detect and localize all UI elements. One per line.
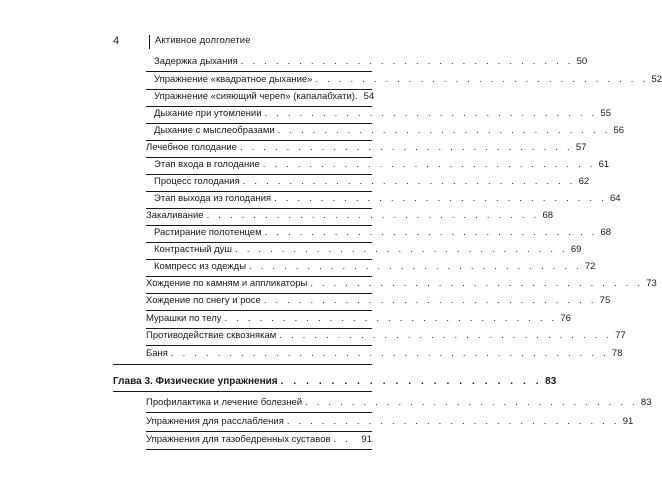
- dot-leader: . . . . . . . . . . . . . . . . . . . . . . . . . . . . .: [264, 108, 598, 119]
- dot-leader: . . . . . . . . . . . . . . . . . . . . . . . . . . . . .: [206, 210, 540, 221]
- toc-entry-page: 55: [600, 108, 611, 119]
- toc-entry-page: 77: [615, 330, 626, 341]
- toc-entry-page: 91: [361, 434, 372, 445]
- entry-divider: [146, 71, 372, 72]
- dot-leader: . . . . . . . . . . . . . . . . . . . . . . . . . . . . .: [305, 397, 638, 408]
- toc-chapter-entry[interactable]: [113, 375, 557, 389]
- dot-leader: . . . . . . . . . . . . . . . . . . . . . . . . . . . . .: [310, 278, 644, 289]
- toc-entry-label: Профилактика и лечение болезней: [146, 397, 303, 408]
- toc-entry-page: 57: [575, 142, 587, 153]
- toc-entry-label: Растирание полотенцем: [154, 227, 262, 238]
- toc-entry[interactable]: [154, 260, 596, 274]
- toc-entry[interactable]: [146, 347, 623, 361]
- toc-entry-label: Закаливание: [146, 210, 204, 221]
- toc-entry-page: 83: [545, 376, 557, 387]
- toc-entry-page: 91: [622, 416, 634, 427]
- toc-entry-label: Мурашки по телу: [146, 313, 222, 324]
- dot-leader: . . . . . . . . . . . . . . . . . . . . . . . . . . . . .: [264, 227, 598, 238]
- toc-entry-page: 83: [640, 397, 652, 408]
- toc-entry-page: 50: [576, 56, 588, 67]
- running-title: Активное долголетие: [155, 35, 251, 46]
- toc-entry-page: 69: [570, 244, 582, 255]
- toc-entry-label: Противодействие сквознякам: [146, 330, 277, 341]
- toc-entry-page: 64: [609, 193, 621, 204]
- dot-leader: . . . . . . . . . . . . . . . . . . . . . . . . . . . . .: [286, 416, 620, 427]
- toc-entry[interactable]: [154, 55, 588, 69]
- dot-leader: . . . . . . . . . . . . . . . . . . . . . . . . . . . . .: [279, 330, 613, 341]
- toc-entry[interactable]: [154, 73, 662, 87]
- toc-entry-label: Упражнение «сияющий череп» (капалабхати).: [154, 91, 358, 102]
- toc-entry-label: Дыхание с мыслеобразами: [154, 125, 275, 136]
- dot-leader: . . . . . . . . . . . . . . . . . . . . . . . . . . . . .: [277, 125, 611, 136]
- toc-entry-page: 54: [363, 91, 375, 102]
- toc-entry-page: 75: [599, 295, 611, 306]
- dot-leader: . . . . . . . . . . . . . . . . . . . . . . . . . . . . .: [262, 159, 596, 170]
- toc-entry-label: Упражнения для расслабления: [146, 416, 284, 427]
- dot-leader: . . . . . . . . . . . . . . . . . . . . . . . . . . . . .: [242, 176, 576, 187]
- dot-leader: . . . . . . . . . . . . . . . . . . . . . . . . . . . . .: [274, 193, 607, 204]
- entry-divider: [146, 310, 372, 311]
- dot-leader: . . . . . . . . . . . . . . . . . . . . . . . . . . . . .: [263, 295, 597, 306]
- toc-entry-label: Этап выхода из голодания: [154, 193, 272, 204]
- toc-entry[interactable]: [146, 396, 652, 410]
- toc-entry-page: 76: [560, 313, 571, 324]
- toc-entry-label: Контрастный душ: [154, 244, 233, 255]
- toc-entry-page: 68: [600, 227, 612, 238]
- toc-entry-label: Хождение по камням и аппликаторы: [146, 278, 308, 289]
- toc-entry[interactable]: [154, 175, 590, 189]
- toc-entry-label: Дыхание при утомлении: [154, 108, 262, 119]
- toc-entry[interactable]: [154, 90, 375, 104]
- toc-entry-page: 61: [598, 159, 610, 170]
- toc-entry-label: Процесс голодания: [154, 176, 240, 187]
- dot-leader: . . . . . . . . . . . . . . . . . . . . . . . . . . . . .: [315, 74, 649, 85]
- toc-entry-label: Упражнения для тазобедренных суставов: [146, 434, 331, 445]
- toc-entry[interactable]: [154, 124, 625, 138]
- toc-entry-label: Глава 3. Физические упражнения: [113, 376, 278, 387]
- toc-entry[interactable]: [146, 209, 554, 223]
- dot-leader: . . . . . . . . . . . . . . . . . . . . . . . . . . . . .: [249, 261, 582, 272]
- toc-entry[interactable]: [146, 312, 571, 326]
- toc-entry[interactable]: [154, 226, 612, 240]
- toc-entry-page: 72: [584, 261, 596, 272]
- dot-leader: . . . . . . . . . . . . . . . . . . . . . . . . . . . . .: [224, 313, 558, 324]
- entry-divider: [146, 431, 372, 432]
- toc-entry[interactable]: [154, 243, 582, 257]
- dot-leader: . . . . . . . . . . . . . . . . . . . . . . . . . . . . .: [235, 244, 568, 255]
- entry-divider: [146, 449, 372, 450]
- toc-entry[interactable]: [154, 107, 611, 121]
- page-number: 4: [113, 35, 120, 47]
- toc-entry-label: Лечебное голодание: [146, 142, 237, 153]
- toc-entry-page: 78: [611, 348, 623, 359]
- dot-leader: . . . . . . . . . . . . . . . . . . . . . . . . . . . . . . . . . . . . . .: [170, 348, 609, 359]
- toc-entry-label: Компресс из одежды: [154, 261, 247, 272]
- dot-leader: . . . . . . . . . . . . . . . . . . . . . . . . . . . . .: [240, 56, 574, 67]
- toc-entry-page: 73: [646, 278, 657, 289]
- toc-entry[interactable]: [146, 329, 626, 343]
- toc-entry-page: 68: [542, 210, 554, 221]
- toc-entry-page: 62: [578, 176, 590, 187]
- toc-entry[interactable]: [146, 141, 587, 155]
- toc-entry[interactable]: [146, 415, 634, 429]
- toc-entry[interactable]: [154, 158, 610, 172]
- toc-entry-page: 52: [651, 74, 662, 85]
- toc-entry[interactable]: [146, 433, 372, 447]
- dot-leader: . . . . . . . . . . . . . . . . . . . . . . . . . . . . .: [239, 142, 573, 153]
- section-divider: [113, 364, 372, 365]
- toc-entry-label: Этап входа в голодание: [154, 159, 260, 170]
- entry-divider: [146, 345, 372, 346]
- section-divider: [113, 391, 372, 392]
- toc-entry-label: Задержка дыхания: [154, 56, 238, 67]
- dot-leader: . . . . . . . . . . . . . . . . . . . . .: [280, 376, 543, 387]
- toc-entry[interactable]: [146, 277, 657, 291]
- toc-entry-label: Баня: [146, 348, 168, 359]
- toc-entry-page: 56: [613, 125, 625, 136]
- dot-leader: . .: [333, 434, 352, 445]
- toc-entry-label: Хождение по снегу и росе: [146, 295, 261, 306]
- entry-divider: [146, 412, 372, 413]
- toc-entry-label: Упражнение «квадратное дыхание»: [154, 74, 313, 85]
- toc-entry[interactable]: [154, 192, 621, 206]
- toc-entry[interactable]: [146, 294, 611, 308]
